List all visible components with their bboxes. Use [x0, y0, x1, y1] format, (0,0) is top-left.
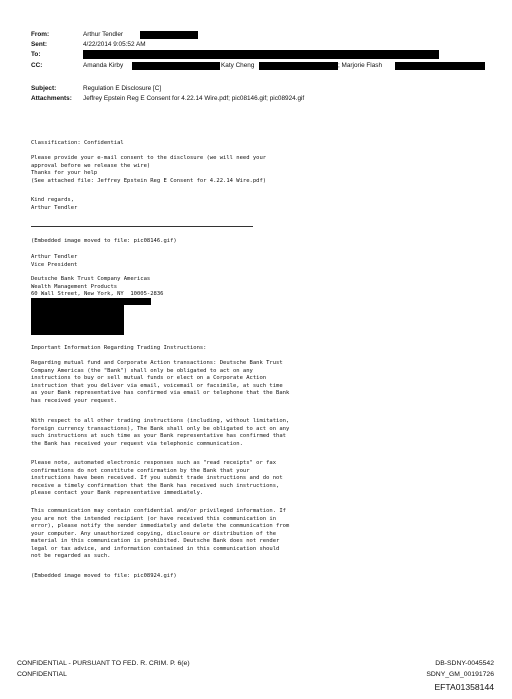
footer-bates-db: DB-SDNY-0045542: [435, 660, 494, 667]
important-heading: Important Information Regarding Trading Instructions:: [31, 345, 207, 351]
from-label: From:: [31, 31, 50, 38]
footer-efta-number: EFTA01358144: [434, 682, 494, 692]
redaction-cc-2: [259, 62, 338, 70]
divider-line: [31, 226, 253, 227]
redaction-cc-3: [395, 62, 485, 70]
attachments-value: Jeffrey Epstein Reg E Consent for 4.22.14 Wire.pdf; pic08146.gif; pic08924.gif: [83, 95, 305, 102]
sent-label: Sent:: [31, 41, 47, 48]
attachments-label: Attachments:: [31, 95, 72, 102]
subject-label: Subject:: [31, 85, 57, 92]
redaction-from: [140, 31, 198, 39]
redaction-contact: [31, 305, 124, 335]
redaction-to: [83, 50, 439, 59]
redaction-cc-1: [132, 62, 220, 70]
from-value: Arthur Tendler: [83, 31, 124, 38]
embedded-image-note-1: (Embedded image moved to file: pic08146.gif): [31, 238, 177, 244]
footer-confidential-notice: CONFIDENTIAL - PURSUANT TO FED. R. CRIM. P. 6(e): [17, 660, 190, 667]
subject-value: Regulation E Disclosure [C]: [83, 85, 162, 92]
classification: Classification: Confidential: [31, 140, 124, 146]
footer-bates-sdny: SDNY_GM_00191726: [426, 671, 494, 678]
to-label: To:: [31, 51, 41, 58]
embedded-image-note-2: (Embedded image moved to file: pic08924.gif): [31, 573, 177, 579]
cc-name-1: Amanda Kirby: [83, 62, 124, 69]
cc-label: CC:: [31, 62, 43, 69]
cc-name-2: Katy Cheng: [221, 62, 255, 69]
sent-value: 4/22/2014 9:05:52 AM: [83, 41, 146, 48]
cc-name-3: ; Marjorie Flash: [338, 62, 383, 69]
redaction-address: [31, 298, 151, 305]
footer-confidential: CONFIDENTIAL: [17, 671, 67, 678]
